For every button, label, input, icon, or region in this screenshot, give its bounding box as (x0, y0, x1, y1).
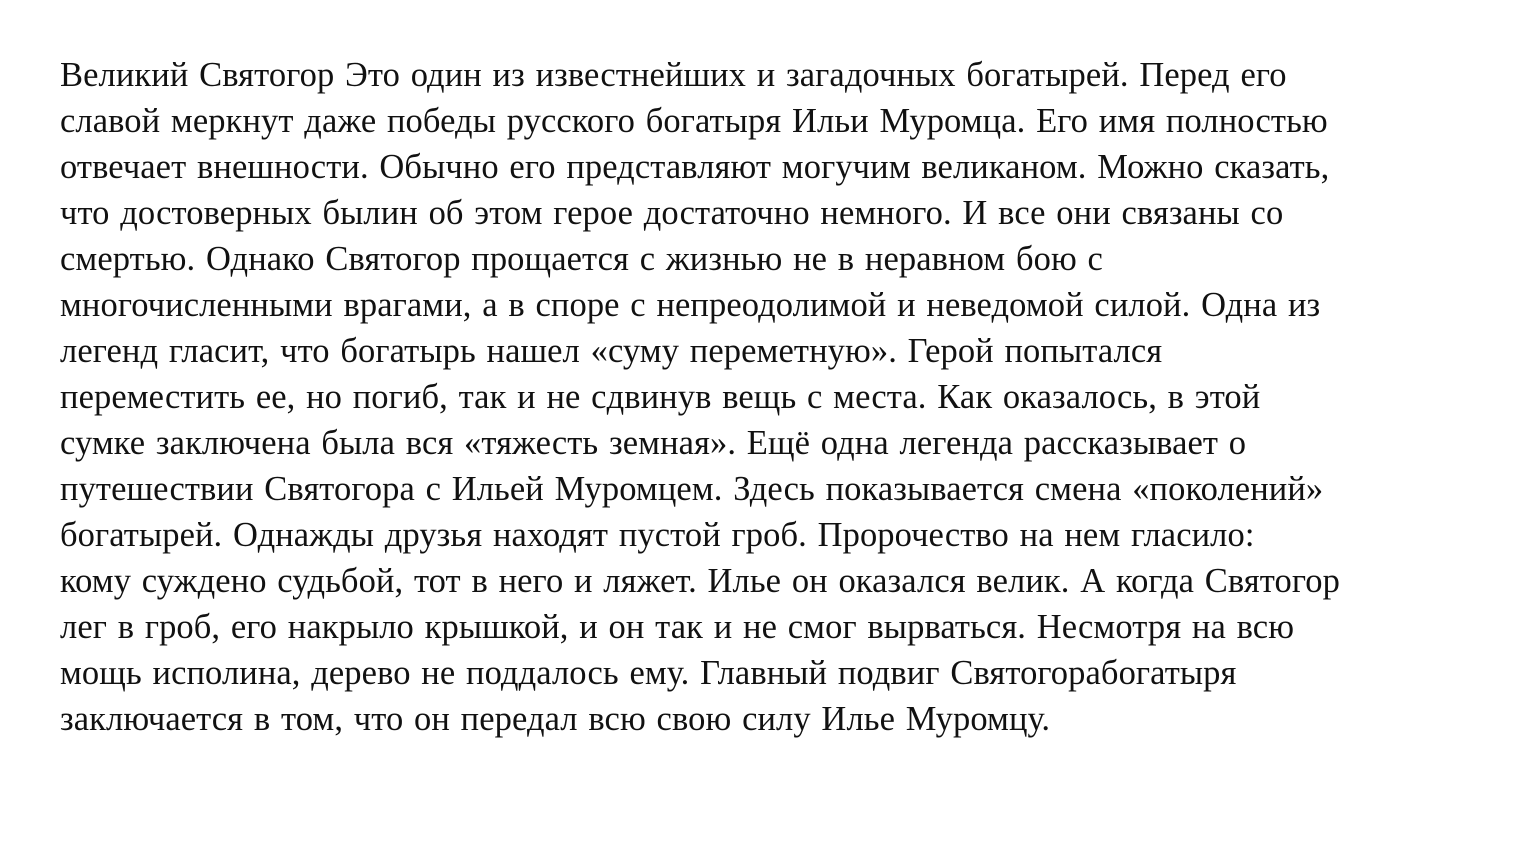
text-line-10: путешествии Святогора с Ильей Муромцем. Здесь показывается смена «поколений» (60, 470, 1324, 508)
body-text (60, 52, 1480, 742)
text-line-5: смертью. Однако Святогор прощается с жизнью не в неравном бою с (60, 240, 1103, 278)
text-line-8: переместить ее, но погиб, так и не сдвинув вещь с места. Как оказалось, в этой (60, 378, 1261, 416)
text-line-9: сумке заключена была вся «тяжесть земная». Ещё одна легенда рассказывает о (60, 424, 1247, 462)
text-line-3: отвечает внешности. Обычно его представляют могучим великаном. Можно сказать, (60, 148, 1330, 186)
text-line-4: что достоверных былин об этом герое достаточно немного. И все они связаны со (60, 194, 1284, 232)
text-line-1: Великий Святогор Это один из известнейших и загадочных богатырей. Перед его (60, 56, 1287, 94)
text-line-11: богатырей. Однажды друзья находят пустой гроб. Пророчество на нем гласило: (60, 516, 1255, 554)
text-line-15: заключается в том, что он передал всю свою силу Илье Муромцу. (60, 700, 1051, 738)
text-line-2: славой меркнут даже победы русского богатыря Ильи Муромца. Его имя полностью (60, 102, 1328, 140)
text-line-7: легенд гласит, что богатырь нашел «суму переметную». Герой попытался (60, 332, 1163, 370)
text-line-14: мощь исполина, дерево не поддалось ему. Главный подвиг Святогорабогатыря (60, 654, 1237, 692)
text-line-13: лег в гроб, его накрыло крышкой, и он так и не смог вырваться. Несмотря на всю (60, 608, 1295, 646)
text-line-12: кому суждено судьбой, тот в него и ляжет. Илье он оказался велик. А когда Святогор (60, 562, 1340, 600)
text-line-6: многочисленными врагами, а в споре с непреодолимой и неведомой силой. Одна из (60, 286, 1321, 324)
